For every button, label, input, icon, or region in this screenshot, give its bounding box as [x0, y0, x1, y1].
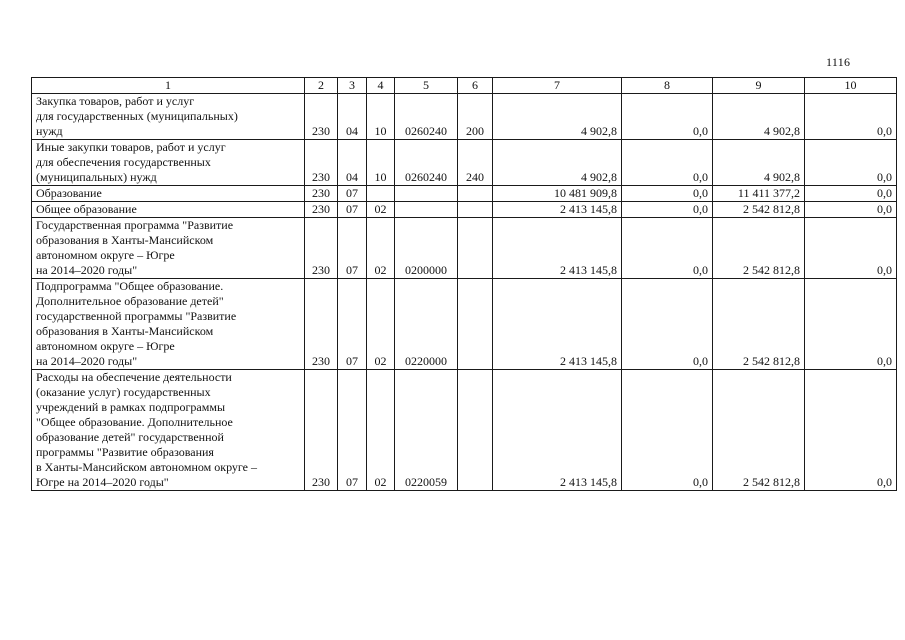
item-name-line: образования в Ханты-Мансийском: [36, 233, 214, 247]
cell-target-article: [395, 202, 458, 218]
item-name-line: программы "Развитие образования: [36, 445, 214, 459]
cell-section: 04: [338, 140, 367, 186]
column-header: 4: [367, 78, 395, 94]
cell-subsection: 10: [367, 140, 395, 186]
cell-expense-type: [458, 218, 493, 279]
cell-subsection: 02: [367, 370, 395, 491]
cell-amount-total-next: 2 542 812,8: [713, 218, 805, 279]
cell-item-name: [32, 279, 305, 370]
item-name-line: автономном округе – Югре: [36, 339, 175, 353]
cell-ministry-code: 230: [305, 370, 338, 491]
cell-target-article: 0200000: [395, 218, 458, 279]
item-name-line: (муниципальных) нужд: [36, 170, 157, 184]
column-header: 10: [805, 78, 897, 94]
item-name-line: Общее образование: [36, 202, 137, 216]
cell-amount-federal-next: 0,0: [805, 279, 897, 370]
cell-ministry-code: 230: [305, 94, 338, 140]
cell-item-name: [32, 202, 305, 218]
item-name-line: государственной программы "Развитие: [36, 309, 237, 323]
cell-amount-federal: 0,0: [622, 370, 713, 491]
table-row: [32, 94, 897, 140]
item-name-line: для государственных (муниципальных): [36, 109, 238, 123]
item-name-line: Дополнительное образование детей": [36, 294, 224, 308]
column-header: 5: [395, 78, 458, 94]
cell-target-article: [395, 186, 458, 202]
cell-section: 07: [338, 279, 367, 370]
item-name-line: Иные закупки товаров, работ и услуг: [36, 140, 226, 154]
item-name-line: Подпрограмма "Общее образование.: [36, 279, 224, 293]
cell-amount-total-next: 4 902,8: [713, 140, 805, 186]
cell-subsection: 02: [367, 279, 395, 370]
cell-amount-federal: 0,0: [622, 186, 713, 202]
item-name-line: образования в Ханты-Мансийском: [36, 324, 214, 338]
cell-amount-total: 4 902,8: [493, 140, 622, 186]
cell-amount-federal-next: 0,0: [805, 218, 897, 279]
cell-amount-total: 10 481 909,8: [493, 186, 622, 202]
table-row: [32, 370, 897, 491]
table-row: [32, 186, 897, 202]
table-row: [32, 218, 897, 279]
table-row: [32, 279, 897, 370]
cell-expense-type: [458, 370, 493, 491]
cell-amount-total: 4 902,8: [493, 94, 622, 140]
cell-amount-federal: 0,0: [622, 94, 713, 140]
cell-amount-total-next: 4 902,8: [713, 94, 805, 140]
cell-amount-federal-next: 0,0: [805, 370, 897, 491]
cell-section: 07: [338, 202, 367, 218]
cell-amount-federal-next: 0,0: [805, 186, 897, 202]
item-name-line: учреждений в рамках подпрограммы: [36, 400, 226, 414]
cell-subsection: 10: [367, 94, 395, 140]
cell-amount-federal: 0,0: [622, 218, 713, 279]
cell-item-name: [32, 186, 305, 202]
cell-ministry-code: 230: [305, 202, 338, 218]
cell-subsection: 02: [367, 218, 395, 279]
column-header: 8: [622, 78, 713, 94]
cell-ministry-code: 230: [305, 140, 338, 186]
column-header: 1: [32, 78, 305, 94]
column-header: 6: [458, 78, 493, 94]
cell-amount-federal: 0,0: [622, 202, 713, 218]
cell-amount-total: 2 413 145,8: [493, 218, 622, 279]
cell-section: 07: [338, 186, 367, 202]
item-name-line: на 2014–2020 годы": [36, 354, 138, 368]
cell-amount-federal: 0,0: [622, 140, 713, 186]
item-name-line: Югре на 2014–2020 годы": [36, 475, 169, 489]
column-header: 2: [305, 78, 338, 94]
cell-amount-total-next: 2 542 812,8: [713, 279, 805, 370]
cell-expense-type: [458, 279, 493, 370]
cell-ministry-code: 230: [305, 279, 338, 370]
budget-table: [31, 77, 897, 491]
cell-target-article: 0220059: [395, 370, 458, 491]
cell-amount-federal-next: 0,0: [805, 140, 897, 186]
item-name-line: Государственная программа "Развитие: [36, 218, 234, 232]
item-name-line: "Общее образование. Дополнительное: [36, 415, 233, 429]
cell-item-name: [32, 218, 305, 279]
cell-subsection: [367, 186, 395, 202]
column-header: 3: [338, 78, 367, 94]
item-name-line: нужд: [36, 124, 63, 138]
item-name-line: Закупка товаров, работ и услуг: [36, 94, 195, 108]
table-header: [32, 78, 897, 94]
cell-target-article: 0260240: [395, 140, 458, 186]
cell-section: 07: [338, 370, 367, 491]
cell-expense-type: 240: [458, 140, 493, 186]
column-number-row: [32, 78, 897, 94]
cell-amount-total: 2 413 145,8: [493, 202, 622, 218]
cell-item-name: [32, 94, 305, 140]
cell-expense-type: 200: [458, 94, 493, 140]
cell-amount-total-next: 2 542 812,8: [713, 202, 805, 218]
item-name-line: автономном округе – Югре: [36, 248, 175, 262]
item-name-line: Образование: [36, 186, 102, 200]
table-row: [32, 140, 897, 186]
item-name-line: на 2014–2020 годы": [36, 263, 138, 277]
cell-amount-total-next: 11 411 377,2: [713, 186, 805, 202]
cell-ministry-code: 230: [305, 218, 338, 279]
item-name-line: образование детей" государственной: [36, 430, 224, 444]
cell-item-name: [32, 370, 305, 491]
item-name-line: для обеспечения государственных: [36, 155, 211, 169]
cell-amount-federal-next: 0,0: [805, 94, 897, 140]
cell-section: 04: [338, 94, 367, 140]
item-name-line: (оказание услуг) государственных: [36, 385, 211, 399]
cell-expense-type: [458, 186, 493, 202]
cell-target-article: 0220000: [395, 279, 458, 370]
table-body: [32, 94, 897, 491]
cell-amount-total-next: 2 542 812,8: [713, 370, 805, 491]
cell-ministry-code: 230: [305, 186, 338, 202]
column-header: 7: [493, 78, 622, 94]
item-name-line: в Ханты-Мансийском автономном округе –: [36, 460, 257, 474]
cell-section: 07: [338, 218, 367, 279]
table-row: [32, 202, 897, 218]
column-header: 9: [713, 78, 805, 94]
cell-item-name: [32, 140, 305, 186]
cell-amount-total: 2 413 145,8: [493, 279, 622, 370]
cell-amount-federal: 0,0: [622, 279, 713, 370]
page-number: 1116: [826, 55, 851, 69]
cell-target-article: 0260240: [395, 94, 458, 140]
cell-subsection: 02: [367, 202, 395, 218]
cell-amount-federal-next: 0,0: [805, 202, 897, 218]
cell-amount-total: 2 413 145,8: [493, 370, 622, 491]
cell-expense-type: [458, 202, 493, 218]
item-name-line: Расходы на обеспечение деятельности: [36, 370, 232, 384]
